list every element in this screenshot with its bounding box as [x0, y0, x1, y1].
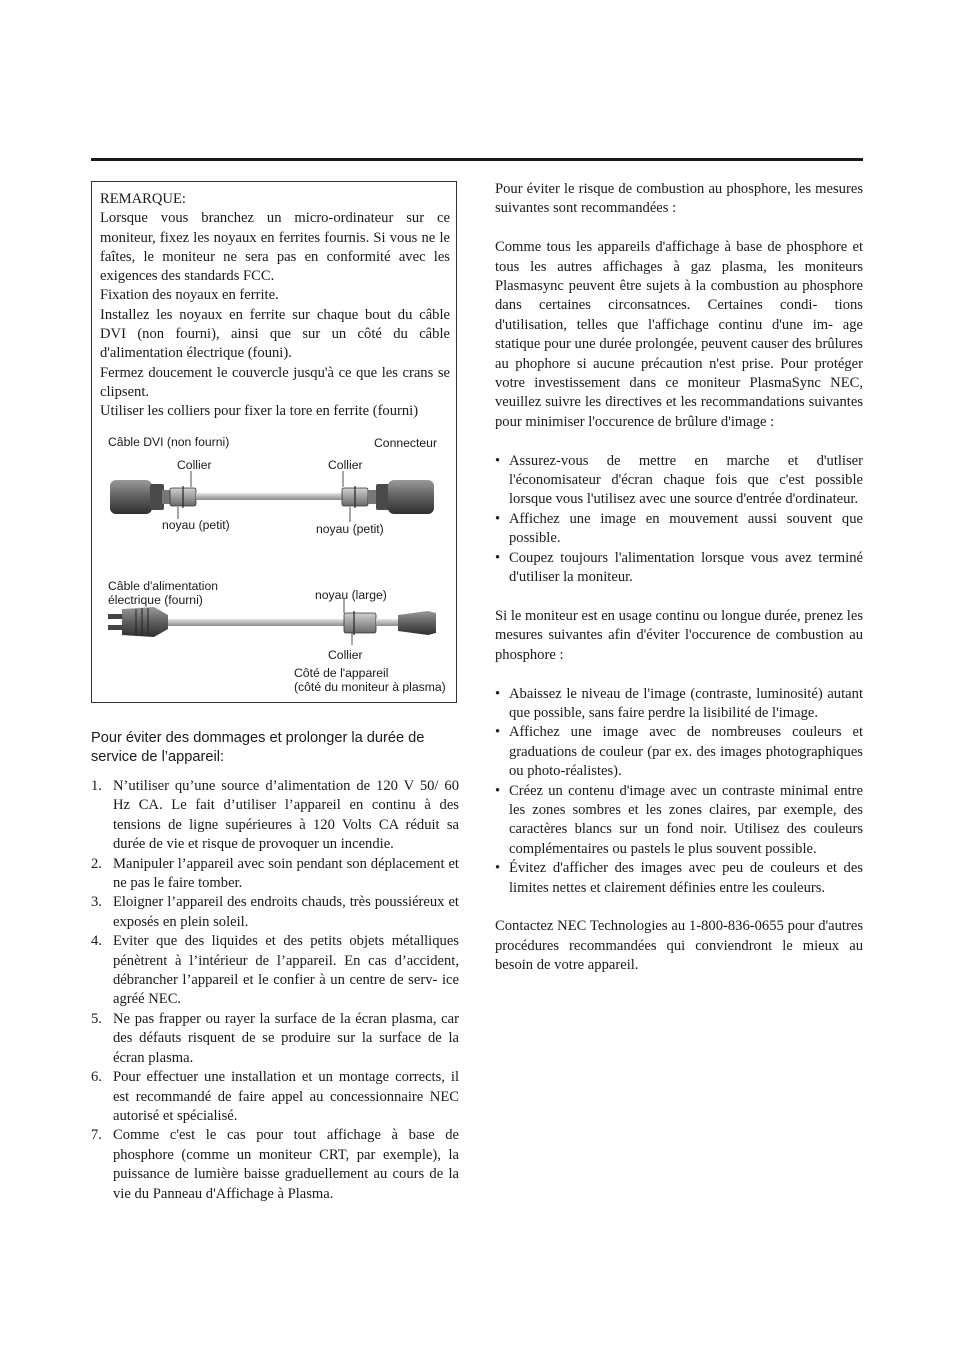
list-item: 3. Eloigner l’appareil des endroits chauds, très poussiéreux et exposés en plein soleil. — [91, 894, 459, 930]
note-title: REMARQUE: — [100, 191, 186, 207]
recommendations-list — [495, 452, 863, 588]
label-collar-bottom: Collier — [328, 648, 363, 662]
list-item: 5. Ne pas frapper ou rayer la surface de la écran plasma, car des défauts risquent de se produire sur la surface de la écran plasma. — [91, 1010, 459, 1066]
list-item: • Affichez une image avec de nombreuses couleurs et graduations de couleur (par ex. des images photographiques ou photo-réalistes). — [495, 724, 863, 780]
label-power-cable: Câble d'alimentation — [108, 579, 219, 593]
ferrite-core-diagram — [92, 427, 458, 702]
label-connector: Connecteur — [374, 436, 438, 450]
contact-paragraph: Contactez NEC Technologies au 1-800-836-0655 pour d'autres procédures recommandées qui conviendront le mieux au besoin de votre appareil. — [495, 918, 863, 974]
label-collar-right: Collier — [328, 458, 363, 472]
section-heading: Pour éviter des dommages et prolonger la durée de service de l’appareil: — [91, 730, 425, 765]
label-core-small-right: noyau (petit) — [316, 522, 384, 536]
list-item: • Coupez toujours l'alimentation lorsque vous avez terminé d'utiliser la moniteur. — [495, 549, 863, 586]
label-dvi-cable: Câble DVI (non fourni) — [108, 435, 230, 449]
label-core-large: noyau (large) — [315, 588, 387, 602]
note-line: Fermez doucement le couvercle jusqu'à ce que les crans se clipsent. — [100, 364, 450, 400]
cable-illustration — [92, 427, 458, 702]
header-rule — [91, 158, 863, 161]
note-line: Fixation des noyaux en ferrite. — [100, 287, 279, 304]
continuous-use-list — [495, 685, 863, 898]
list-item: 2. Manipuler l’appareil avec soin pendant son déplacement et ne pas le faire tomber. — [91, 855, 459, 892]
right-column — [495, 180, 863, 976]
continuous-use-paragraph: Si le moniteur est en usage continu ou longue durée, prenez les mesures suivantes afin d'éviter l'occurence de combustion au phosphore : — [495, 607, 863, 663]
list-item: • Affichez une image en mouvement aussi souvent que possible. — [495, 510, 863, 547]
label-core-small-left: noyau (petit) — [162, 518, 230, 532]
label-power-cable-2: électrique (fourni) — [108, 593, 203, 607]
list-item: 4. Eviter que des liquides et des petits objets métalliques pénètrent à l’intérieur de l’appareil. En cas d’accident, débrancher l’appareil et le confier à un centre de serv- ice agréé NEC. — [91, 933, 459, 1008]
list-item: 7. Comme c'est le cas pour tout affichage à base de phosphore (comme un moniteur CRT, par exemple), la puissance de lumière baisse graduellement au cours de la vie du Panneau d'Affichage à Plasma. — [91, 1127, 459, 1202]
label-device-side: Côté de l'appareil — [294, 666, 389, 680]
note-line: Lorsque vous branchez un micro-ordinateur sur ce moniteur, fixez les noyaux en ferrites fournis. Si vous ne le faîtes, le moniteur ne sera pas en conformité avec les exigences des standards FCC. — [100, 210, 450, 285]
list-item: • Créez un contenu d'image avec un contraste minimal entre les zones sombres et les zones claires, par exemple, des caractères blancs sur un fond noir. Utilisez des couleurs complémentaires ou pastels le plus souvent possible. — [495, 782, 863, 857]
note-box — [91, 181, 457, 703]
note-line: Installez les noyaux en ferrite sur chaque bout du câble DVI (non fourni), ainsi que sur un côté du câble d'alimentation électrique (founi). — [100, 306, 450, 362]
dvi-cable — [110, 471, 434, 522]
note-line: Utiliser les colliers pour fixer la tore en ferrite (fourni) — [100, 403, 419, 420]
intro-paragraph: Pour éviter le risque de combustion au phosphore, les mesures suivantes sont recommandées : — [495, 181, 863, 217]
note-text — [100, 190, 450, 422]
list-item: • Évitez d'afficher des images avec peu de couleurs et des limites nettes et clairement définies entre les couleurs. — [495, 860, 863, 896]
list-item: • Assurez-vous de mettre en marche et d'utliser l'économisateur d'écran chaque fois que c'est possible lorsque vous l'utilisez avec une source d'entrée d'ordinateur. — [495, 452, 863, 508]
list-item: 1. N’utiliser qu’une source d’alimentation de 120 V 50/ 60 Hz CA. Le fait d’utiliser l’appareil en continu à des tensions de ligne supérieures à 120 Volts CA réduit sa durée de vie et risque de provoquer un incendie. — [91, 778, 459, 853]
label-collar-left: Collier — [177, 458, 212, 472]
list-item: • Abaissez le niveau de l'image (contraste, luminosité) autant que possible, sans faire perdre la lisibilité de l'image. — [495, 685, 863, 721]
phosphor-paragraph: Comme tous les appareils d'affichage à base de phosphore et tous les autres affichages à gaz plasma, les moniteurs Plasmasync peuvent être sujets à la combustion au phosphore dans certaines circonsatnces. Certaines condi- tions d'utilisation, telles que l'affichage continu d'une im- age statique pour une durée prolongée, peuvent causer des brûlures au phophore si aucune précaution n'est prise. Pour protéger votre investissement dans ce moniteur PlasmaSync NEC, veuillez suivre les directives et les recommandations suivantes pour minimiser l'occurence de brûlure d'image : — [495, 239, 863, 430]
label-device-side-2: (côté du moniteur à plasma) — [294, 680, 446, 694]
left-column — [91, 729, 459, 1204]
list-item: 6. Pour effectuer une installation et un montage corrects, il est recommandé de faire appel au concessionnaire NEC autorisé et spécialisé. — [91, 1069, 459, 1124]
precautions-list — [91, 777, 459, 1204]
